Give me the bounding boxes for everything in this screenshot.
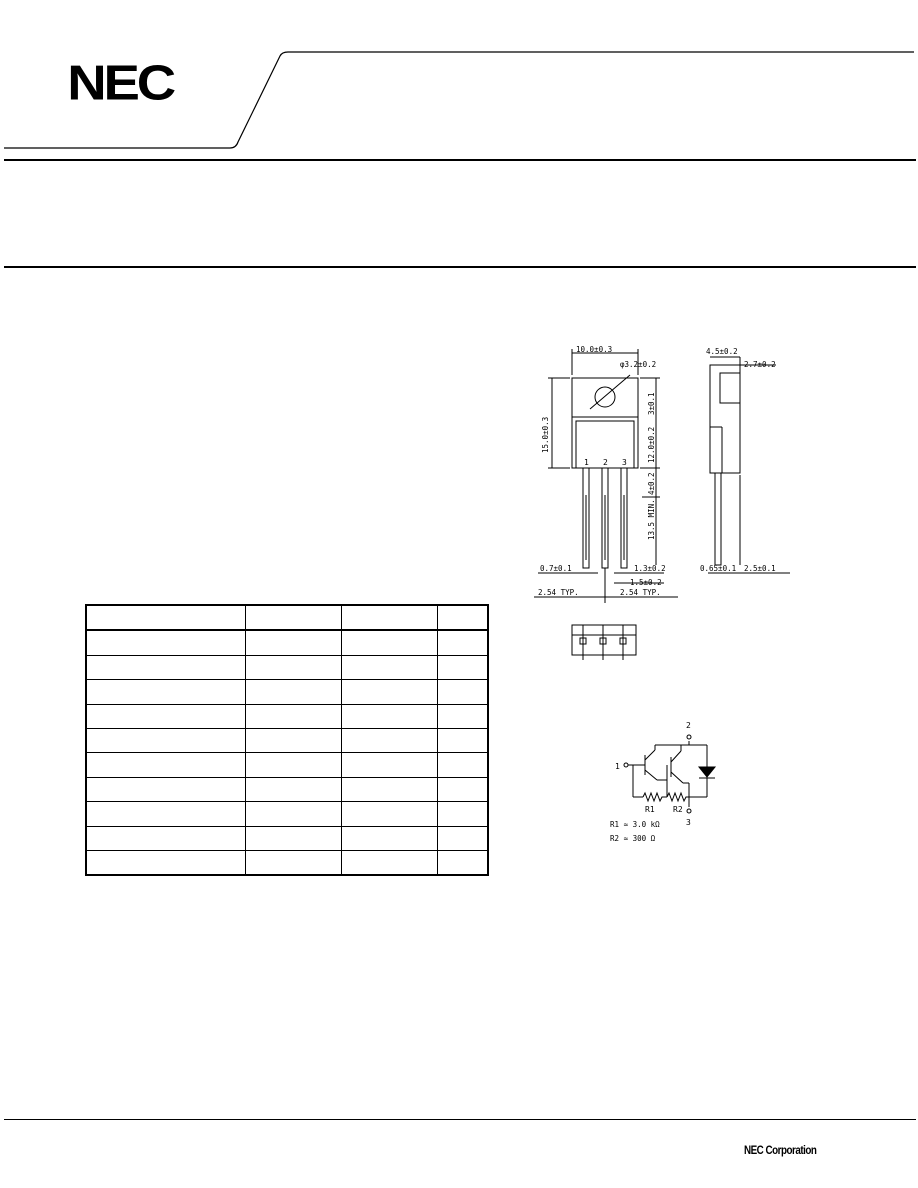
- footer-company-name: NEC Corporation: [744, 1143, 817, 1157]
- package-outline-drawing: [530, 335, 790, 670]
- ratings-table: [85, 604, 489, 876]
- table-header-row: [86, 605, 488, 630]
- table-row: [86, 753, 488, 777]
- dim-pitch-right: 2.54 TYP.: [620, 588, 661, 597]
- dim-tab-thick: 2.7±0.2: [744, 360, 776, 369]
- table-row: [86, 680, 488, 704]
- pin-label-2: 2: [603, 458, 608, 467]
- dim-lead-w: 0.7±0.1: [540, 564, 572, 573]
- dim-lead-w3: 1.5±0.2: [630, 578, 662, 587]
- table-row: [86, 777, 488, 801]
- dim-tab: 4±0.2: [647, 472, 656, 495]
- dim-body: 12.0±0.2: [647, 426, 656, 463]
- dim-pitch-left: 2.54 TYP.: [538, 588, 579, 597]
- dim-width: 10.0±0.3: [576, 345, 613, 354]
- dim-lead-thick: 0.65±0.1: [700, 564, 737, 573]
- r1-value: R1 ≈ 3.0 kΩ: [610, 820, 660, 829]
- table-row: [86, 802, 488, 826]
- circuit-pin-2: 2: [686, 721, 691, 730]
- table-row: [86, 826, 488, 850]
- title-rule: [4, 266, 916, 268]
- dim-lead-len: 13.5 MIN.: [647, 499, 656, 540]
- r2-label: R2: [673, 805, 683, 814]
- header-rule: [4, 159, 916, 161]
- equivalent-circuit: [605, 715, 735, 850]
- dim-height: 15.0±0.3: [541, 416, 550, 453]
- table-row: [86, 728, 488, 752]
- footer-rule: [4, 1119, 916, 1120]
- dim-side: 2.5±0.1: [744, 564, 776, 573]
- dim-lead-w2: 1.3±0.2: [634, 564, 666, 573]
- header-frame: [0, 40, 918, 160]
- dim-thickness: 4.5±0.2: [706, 347, 738, 356]
- table-row: [86, 655, 488, 679]
- table-row: [86, 704, 488, 728]
- nec-logo: NEC: [67, 56, 174, 112]
- table-row: [86, 630, 488, 655]
- r1-label: R1: [645, 805, 655, 814]
- pin-label-3: 3: [622, 458, 627, 467]
- dim-hole: φ3.2±0.2: [620, 360, 657, 369]
- r2-value: R2 ≈ 300 Ω: [610, 834, 656, 843]
- pin-label-1: 1: [584, 458, 589, 467]
- circuit-pin-3: 3: [686, 818, 691, 827]
- circuit-pin-1: 1: [615, 762, 620, 771]
- table-row: [86, 850, 488, 875]
- dim-hole-pos: 3±0.1: [647, 392, 656, 415]
